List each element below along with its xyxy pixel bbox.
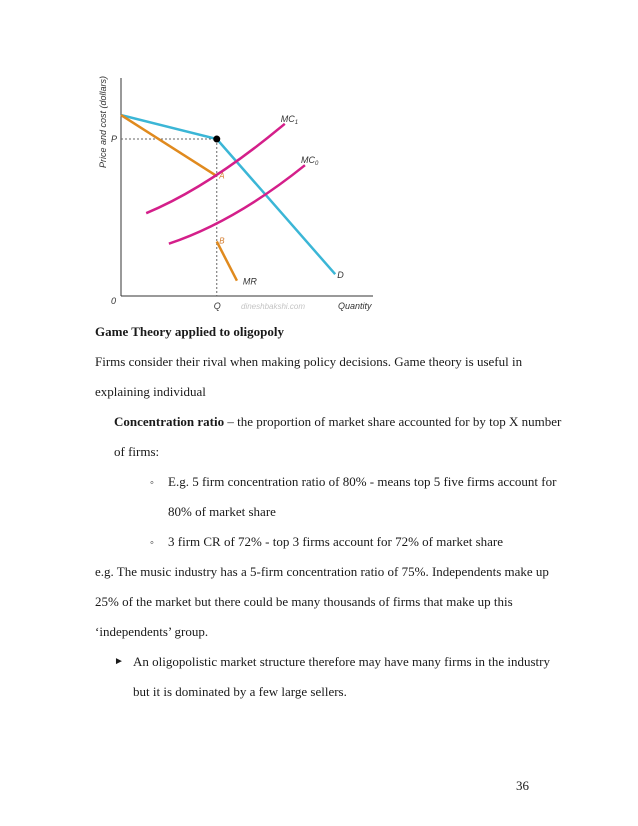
sub-bullet-text: E.g. 5 firm concentration ratio of 80% - means top 5 five firms account for [168,474,557,489]
mr-curve-segment-1 [121,115,217,176]
paragraph-line: explaining individual [95,384,206,399]
sub-bullet-icon: ◦ [150,537,154,549]
section-heading: Game Theory applied to oligopoly [95,324,284,339]
concentration-ratio-definition: – the proportion of market share accounted for by top X number [224,414,562,429]
mc0-label: $MC_0$ [300,155,319,168]
paragraph-line: of firms: [114,444,160,459]
page-number: 36 [516,778,529,793]
demand-label: D [337,270,344,281]
sub-bullet-icon: ◦ [150,477,154,489]
oligopoly-kinked-demand-chart [95,68,385,318]
paragraph-line: e.g. The music industry has a 5-firm concentration ratio of 75%. Independents make up [95,564,549,579]
mc1-label: $MC_1$ [280,113,299,126]
concentration-ratio-term: Concentration ratio [114,414,225,429]
kink-point [213,136,220,143]
sub-bullet-text: 3 firm CR of 72% - top 3 firms account for 72% of market share [168,534,504,549]
mr-curve-segment-2 [217,242,237,281]
arrow-bullet-text: An oligopolistic market structure therefore may have many firms in the industry [133,654,550,669]
mr-label: MR [242,276,257,287]
x-axis-label: Quantity [338,301,372,311]
arrow-bullet-icon: ► [114,656,124,667]
paragraph-line: Firms consider their rival when making policy decisions. Game theory is useful in [95,354,523,369]
paragraph-line: 25% of the market but there could be many thousands of firms that make up this [95,594,513,609]
y-axis-label: Price and cost (dollars) [98,75,108,168]
y-tick-label-p: P [111,134,118,145]
x-tick-label-q: Q [213,301,221,311]
point-label-a: A [219,171,225,181]
concentration-ratio-line [114,414,561,430]
paragraph-line: ‘independents’ group. [95,624,209,639]
point-label-b: B [219,236,225,246]
arrow-bullet-text: but it is dominated by a few large sellers. [133,684,347,699]
sub-bullet-text: 80% of market share [168,504,276,519]
watermark-text: dineshbakshi.com [241,302,306,311]
mc0-curve [169,165,305,243]
origin-label: 0 [111,296,117,306]
